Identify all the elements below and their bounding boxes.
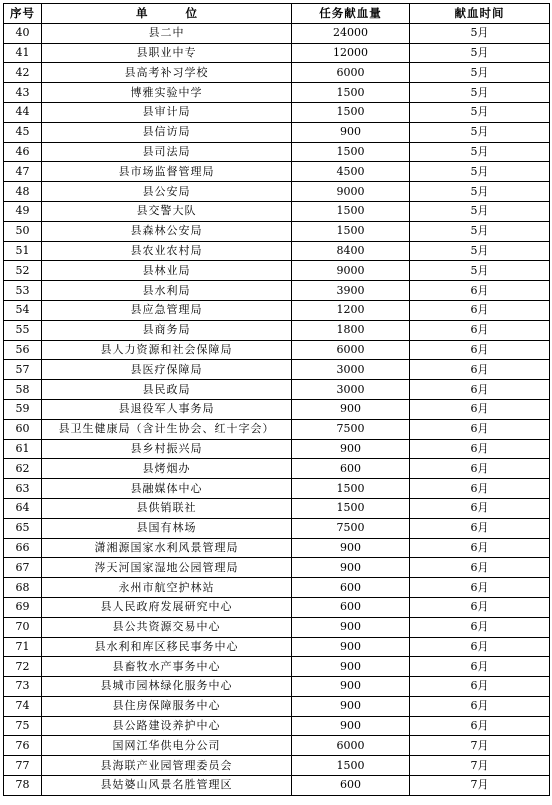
table-row <box>4 182 550 202</box>
row-time-cell: 7月 <box>410 756 550 776</box>
row-unit-cell: 县乡村振兴局 <box>42 439 292 459</box>
row-unit-cell: 县职业中专 <box>42 43 292 63</box>
row-quota-cell: 1500 <box>292 756 410 776</box>
row-time-cell: 6月 <box>410 380 550 400</box>
row-time-cell: 5月 <box>410 201 550 221</box>
row-time-cell: 6月 <box>410 597 550 617</box>
row-seq-cell: 52 <box>4 261 42 281</box>
row-seq-cell: 75 <box>4 716 42 736</box>
row-unit-cell: 县海联产业园管理委员会 <box>42 756 292 776</box>
table-header-row <box>4 4 550 24</box>
row-unit-cell: 县供销联社 <box>42 498 292 518</box>
table-row <box>4 518 550 538</box>
table-row <box>4 439 550 459</box>
row-time-cell: 5月 <box>410 63 550 83</box>
row-seq-cell: 63 <box>4 479 42 499</box>
header-unit <box>42 4 292 24</box>
row-unit-cell: 县水利局 <box>42 281 292 301</box>
row-unit-cell: 县国有林场 <box>42 518 292 538</box>
table-row <box>4 300 550 320</box>
row-quota-cell: 600 <box>292 776 410 796</box>
row-seq-cell: 62 <box>4 459 42 479</box>
table-row <box>4 102 550 122</box>
row-unit-cell: 县森林公安局 <box>42 221 292 241</box>
row-quota-cell: 6000 <box>292 340 410 360</box>
row-quota-cell: 900 <box>292 122 410 142</box>
row-quota-cell: 3900 <box>292 281 410 301</box>
row-unit-cell: 县姑婆山风景名胜管理区 <box>42 776 292 796</box>
row-seq-cell: 42 <box>4 63 42 83</box>
row-unit-cell: 县卫生健康局（含计生协会、红十字会） <box>42 419 292 439</box>
row-time-cell: 7月 <box>410 736 550 756</box>
row-seq-cell: 58 <box>4 380 42 400</box>
table-row <box>4 241 550 261</box>
table-row <box>4 597 550 617</box>
row-seq-cell: 50 <box>4 221 42 241</box>
row-time-cell: 6月 <box>410 281 550 301</box>
row-quota-cell: 1500 <box>292 221 410 241</box>
row-unit-cell: 县烤烟办 <box>42 459 292 479</box>
row-seq-cell: 78 <box>4 776 42 796</box>
row-time-cell: 6月 <box>410 419 550 439</box>
row-quota-cell: 1500 <box>292 142 410 162</box>
row-seq-cell: 70 <box>4 617 42 637</box>
blood-donation-table-container <box>3 3 550 796</box>
row-unit-cell: 国网江华供电分公司 <box>42 736 292 756</box>
row-seq-cell: 47 <box>4 162 42 182</box>
table-row <box>4 281 550 301</box>
row-time-cell: 7月 <box>410 776 550 796</box>
row-unit-cell: 县畜牧水产事务中心 <box>42 657 292 677</box>
row-quota-cell: 3000 <box>292 380 410 400</box>
table-row <box>4 221 550 241</box>
row-time-cell: 5月 <box>410 182 550 202</box>
table-row <box>4 340 550 360</box>
row-quota-cell: 7500 <box>292 518 410 538</box>
row-quota-cell: 4500 <box>292 162 410 182</box>
table-row <box>4 578 550 598</box>
table-row <box>4 83 550 103</box>
row-quota-cell: 900 <box>292 696 410 716</box>
row-quota-cell: 900 <box>292 399 410 419</box>
row-quota-cell: 6000 <box>292 736 410 756</box>
table-row <box>4 142 550 162</box>
table-row <box>4 736 550 756</box>
row-unit-cell: 县林业局 <box>42 261 292 281</box>
row-seq-cell: 67 <box>4 558 42 578</box>
row-seq-cell: 55 <box>4 320 42 340</box>
row-quota-cell: 600 <box>292 578 410 598</box>
table-row <box>4 637 550 657</box>
row-seq-cell: 45 <box>4 122 42 142</box>
row-seq-cell: 73 <box>4 677 42 697</box>
row-time-cell: 5月 <box>410 83 550 103</box>
table-row <box>4 498 550 518</box>
table-row <box>4 261 550 281</box>
table-row <box>4 677 550 697</box>
header-quota: 任务献血量 <box>292 4 410 24</box>
row-time-cell: 6月 <box>410 578 550 598</box>
row-time-cell: 5月 <box>410 102 550 122</box>
table-row <box>4 360 550 380</box>
row-unit-cell: 涔天河国家湿地公园管理局 <box>42 558 292 578</box>
row-seq-cell: 64 <box>4 498 42 518</box>
row-seq-cell: 54 <box>4 300 42 320</box>
row-quota-cell: 900 <box>292 558 410 578</box>
table-row <box>4 716 550 736</box>
row-seq-cell: 60 <box>4 419 42 439</box>
row-quota-cell: 12000 <box>292 43 410 63</box>
row-unit-cell: 县退役军人事务局 <box>42 399 292 419</box>
row-quota-cell: 9000 <box>292 261 410 281</box>
row-quota-cell: 900 <box>292 439 410 459</box>
row-time-cell: 6月 <box>410 716 550 736</box>
table-row <box>4 122 550 142</box>
row-seq-cell: 57 <box>4 360 42 380</box>
table-row <box>4 162 550 182</box>
table-row <box>4 43 550 63</box>
table-row <box>4 756 550 776</box>
row-time-cell: 5月 <box>410 23 550 43</box>
row-time-cell: 6月 <box>410 479 550 499</box>
table-row <box>4 538 550 558</box>
row-seq-cell: 53 <box>4 281 42 301</box>
header-seq: 序号 <box>4 4 42 24</box>
header-unit-char-1: 单 <box>136 6 148 21</box>
row-time-cell: 6月 <box>410 637 550 657</box>
row-quota-cell: 24000 <box>292 23 410 43</box>
row-seq-cell: 65 <box>4 518 42 538</box>
row-time-cell: 5月 <box>410 261 550 281</box>
row-seq-cell: 56 <box>4 340 42 360</box>
row-unit-cell: 县商务局 <box>42 320 292 340</box>
row-seq-cell: 77 <box>4 756 42 776</box>
row-time-cell: 6月 <box>410 439 550 459</box>
row-seq-cell: 68 <box>4 578 42 598</box>
row-unit-cell: 县医疗保障局 <box>42 360 292 380</box>
table-row <box>4 696 550 716</box>
row-time-cell: 5月 <box>410 221 550 241</box>
row-quota-cell: 600 <box>292 459 410 479</box>
row-time-cell: 6月 <box>410 558 550 578</box>
table-row <box>4 558 550 578</box>
row-unit-cell: 县民政局 <box>42 380 292 400</box>
row-seq-cell: 76 <box>4 736 42 756</box>
row-unit-cell: 县应急管理局 <box>42 300 292 320</box>
row-quota-cell: 8400 <box>292 241 410 261</box>
row-unit-cell: 潇湘源国家水利风景管理局 <box>42 538 292 558</box>
row-unit-cell: 永州市航空护林站 <box>42 578 292 598</box>
table-row <box>4 320 550 340</box>
table-row <box>4 459 550 479</box>
row-seq-cell: 48 <box>4 182 42 202</box>
row-quota-cell: 900 <box>292 617 410 637</box>
row-quota-cell: 1500 <box>292 201 410 221</box>
table-row <box>4 399 550 419</box>
table-row <box>4 201 550 221</box>
row-seq-cell: 61 <box>4 439 42 459</box>
row-time-cell: 6月 <box>410 459 550 479</box>
table-row <box>4 479 550 499</box>
row-unit-cell: 县住房保障服务中心 <box>42 696 292 716</box>
row-seq-cell: 43 <box>4 83 42 103</box>
row-quota-cell: 6000 <box>292 63 410 83</box>
row-seq-cell: 66 <box>4 538 42 558</box>
row-seq-cell: 46 <box>4 142 42 162</box>
row-unit-cell: 县司法局 <box>42 142 292 162</box>
row-quota-cell: 7500 <box>292 419 410 439</box>
row-unit-cell: 县人力资源和社会保障局 <box>42 340 292 360</box>
row-quota-cell: 9000 <box>292 182 410 202</box>
row-time-cell: 6月 <box>410 498 550 518</box>
row-unit-cell: 县交警大队 <box>42 201 292 221</box>
row-unit-cell: 博雅实验中学 <box>42 83 292 103</box>
table-row <box>4 776 550 796</box>
row-seq-cell: 40 <box>4 23 42 43</box>
row-unit-cell: 县公共资源交易中心 <box>42 617 292 637</box>
table-row <box>4 419 550 439</box>
row-quota-cell: 1500 <box>292 498 410 518</box>
row-seq-cell: 41 <box>4 43 42 63</box>
row-time-cell: 6月 <box>410 300 550 320</box>
row-seq-cell: 69 <box>4 597 42 617</box>
row-unit-cell: 县信访局 <box>42 122 292 142</box>
row-quota-cell: 900 <box>292 657 410 677</box>
row-time-cell: 6月 <box>410 657 550 677</box>
row-quota-cell: 1500 <box>292 83 410 103</box>
row-quota-cell: 900 <box>292 677 410 697</box>
table-row <box>4 63 550 83</box>
row-quota-cell: 900 <box>292 637 410 657</box>
row-seq-cell: 72 <box>4 657 42 677</box>
blood-donation-schedule-table <box>3 3 550 796</box>
row-seq-cell: 59 <box>4 399 42 419</box>
row-unit-cell: 县审计局 <box>42 102 292 122</box>
table-row <box>4 657 550 677</box>
row-time-cell: 6月 <box>410 617 550 637</box>
row-time-cell: 6月 <box>410 320 550 340</box>
row-unit-cell: 县融媒体中心 <box>42 479 292 499</box>
row-unit-cell: 县公路建设养护中心 <box>42 716 292 736</box>
row-quota-cell: 900 <box>292 716 410 736</box>
row-unit-cell: 县水利和库区移民事务中心 <box>42 637 292 657</box>
row-unit-cell: 县市场监督管理局 <box>42 162 292 182</box>
row-seq-cell: 49 <box>4 201 42 221</box>
table-body <box>4 23 550 795</box>
row-quota-cell: 1200 <box>292 300 410 320</box>
row-time-cell: 6月 <box>410 677 550 697</box>
row-quota-cell: 3000 <box>292 360 410 380</box>
row-seq-cell: 71 <box>4 637 42 657</box>
row-unit-cell: 县人民政府发展研究中心 <box>42 597 292 617</box>
row-unit-cell: 县公安局 <box>42 182 292 202</box>
row-time-cell: 5月 <box>410 162 550 182</box>
row-quota-cell: 1500 <box>292 102 410 122</box>
row-time-cell: 6月 <box>410 518 550 538</box>
row-time-cell: 5月 <box>410 142 550 162</box>
row-time-cell: 5月 <box>410 241 550 261</box>
table-row <box>4 380 550 400</box>
row-unit-cell: 县二中 <box>42 23 292 43</box>
row-seq-cell: 74 <box>4 696 42 716</box>
row-time-cell: 6月 <box>410 538 550 558</box>
row-quota-cell: 600 <box>292 597 410 617</box>
row-time-cell: 5月 <box>410 122 550 142</box>
header-unit-char-2: 位 <box>185 6 197 21</box>
row-time-cell: 6月 <box>410 399 550 419</box>
row-unit-cell: 县高考补习学校 <box>42 63 292 83</box>
row-time-cell: 6月 <box>410 340 550 360</box>
row-quota-cell: 1500 <box>292 479 410 499</box>
row-time-cell: 5月 <box>410 43 550 63</box>
row-unit-cell: 县城市园林绿化服务中心 <box>42 677 292 697</box>
row-time-cell: 6月 <box>410 360 550 380</box>
header-time: 献血时间 <box>410 4 550 24</box>
row-unit-cell: 县农业农村局 <box>42 241 292 261</box>
row-quota-cell: 900 <box>292 538 410 558</box>
table-row <box>4 23 550 43</box>
row-seq-cell: 51 <box>4 241 42 261</box>
row-time-cell: 6月 <box>410 696 550 716</box>
row-quota-cell: 1800 <box>292 320 410 340</box>
row-seq-cell: 44 <box>4 102 42 122</box>
table-row <box>4 617 550 637</box>
